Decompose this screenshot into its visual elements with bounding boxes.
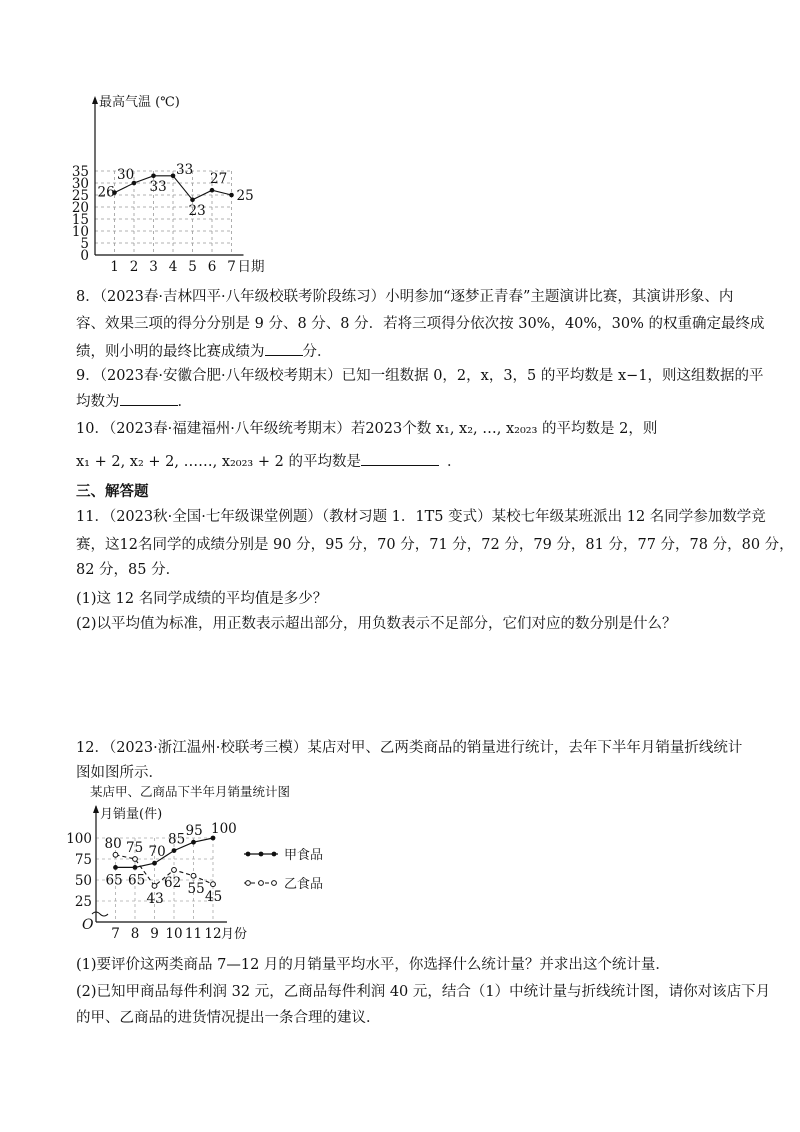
origin-label: O (82, 917, 94, 933)
q12-part1: (1)要评价这两类商品 7—12 月的月销量平均水平，你选择什么统计量？并求出这个统计量． (76, 957, 670, 973)
legend-yi-marker (272, 881, 277, 886)
x-tick-label: 4 (168, 259, 178, 275)
series-yi-label: 43 (146, 890, 164, 907)
y-axis-label: 月销量(件) (100, 807, 163, 822)
legend-yi-label: 乙食品 (284, 877, 324, 892)
series-yi-label: 45 (205, 889, 223, 906)
x-tick-label: 7 (111, 926, 120, 942)
legend-jia-marker (246, 852, 251, 857)
q9-line2 (76, 391, 736, 412)
series-yi-label: 80 (104, 835, 122, 852)
q10-answer-blank[interactable] (361, 451, 439, 466)
q11-line3: 82 分，85 分． (76, 562, 181, 578)
series-yi-label: 55 (187, 880, 205, 897)
q12-part3: 的甲、乙商品的进货情况提出一条合理的建议． (76, 1010, 381, 1026)
chart-title: 某店甲、乙商品下半年月销量统计图 (90, 784, 291, 799)
y-tick-label: 50 (74, 873, 92, 889)
x-tick-label: 2 (129, 259, 139, 275)
y-tick-label: 20 (71, 200, 89, 216)
series-jia-label: 70 (148, 844, 166, 861)
legend-jia-marker (272, 852, 277, 857)
y-tick-label: 35 (71, 164, 89, 180)
y-tick-label: 100 (66, 831, 92, 847)
q8-line3 (76, 341, 736, 362)
series-jia-label: 65 (128, 872, 146, 889)
series-yi-label: 62 (164, 874, 182, 891)
q9-answer-blank[interactable] (120, 391, 178, 406)
q11-part2: (2)以平均值为标准，用正数表示超出部分，用负数表示不足部分，它们对应的数分别是什么？ (76, 616, 677, 632)
x-tick-label: 1 (110, 259, 119, 275)
x-tick-label: 3 (149, 259, 158, 275)
y-tick-label: 30 (71, 176, 89, 192)
x-tick-label: 7 (227, 259, 236, 275)
q10-line2 (76, 451, 736, 472)
data-label: 30 (117, 167, 135, 183)
q8-line2: 容、效果三项的得分分别是 9 分、8 分、8 分．若将三项得分依次按 30%，40%，30% 的权重确定最终成 (76, 316, 765, 332)
series-jia-point (191, 840, 196, 845)
section-heading: 三、解答题 (76, 483, 149, 500)
series-jia-point (172, 848, 177, 853)
legend-jia-marker (259, 852, 264, 857)
legend-yi-marker (246, 881, 251, 886)
sales-line-chart (66, 782, 370, 952)
y-axis-arrow (93, 805, 99, 813)
q12-line1: 12．（2023·浙江温州·校联考三模）某店对甲、乙两类商品的销量进行统计，去年下半年月销量折线统计 (76, 740, 743, 756)
data-point (151, 174, 156, 179)
data-point (190, 198, 195, 203)
q11-line1: 11．（2023秋·全国·七年级课堂例题）（教材习题 1．1T5 变式）某校七年级某班派出 12 名同学参加数学竞 (76, 509, 766, 525)
x-tick-label: 5 (188, 259, 197, 275)
data-label: 33 (149, 178, 167, 195)
series-yi-point (113, 852, 118, 857)
q11-part1: (1)这 12 名同学成绩的平均值是多少？ (76, 591, 328, 607)
q10-line2-text: x₁ + 2, x₂ + 2, ……, x₂₀₂₃ + 2 的平均数是 (76, 454, 361, 470)
series-yi-point (133, 857, 138, 862)
series-yi-point (172, 868, 177, 873)
q8-line3-end: 分． (302, 344, 332, 360)
series-yi-point (211, 882, 216, 887)
y-axis-arrow (92, 96, 98, 104)
x-axis-label: 日期 (237, 259, 265, 275)
data-label: 23 (188, 202, 206, 219)
x-tick-label: 8 (130, 926, 140, 942)
y-tick-label: 5 (80, 236, 89, 252)
x-axis-label: 月份 (221, 927, 248, 942)
x-tick-label: 11 (184, 926, 203, 942)
q8-line3-text: 绩，则小明的最终比赛成绩为 (76, 344, 265, 360)
y-tick-label: 25 (74, 894, 92, 910)
axis-break-mark (92, 912, 108, 916)
q9-line1: 9．（2023春·安徽合肥·八年级校考期末）已知一组数据 0，2，x，3，5 的平均数是 x−1，则这组数据的平 (76, 368, 764, 384)
data-point (171, 174, 176, 179)
q9-line2-text: 均数为 (76, 394, 120, 410)
q12-part2: (2)已知甲商品每件利润 32 元，乙商品每件利润 40 元，结合（1）中统计量与折线统计图，请你对该店下月 (76, 984, 771, 1000)
q10-line2-end: ． (446, 454, 462, 470)
series-yi-label: 75 (126, 840, 144, 856)
data-point (210, 188, 215, 193)
q9-line2-end: ． (177, 394, 192, 410)
series-jia-label: 85 (168, 831, 186, 848)
q8-answer-blank[interactable] (265, 341, 303, 356)
q11-line2: 赛，这12名同学的成绩分别是 90 分，95 分，70 分，71 分，72 分，79 分，81 分，77 分，78 分，80 分， (76, 537, 794, 553)
series-yi-point (152, 883, 157, 888)
series-jia-point (133, 865, 138, 870)
temperature-line-chart (60, 88, 290, 275)
q12-line2: 图如图所示． (76, 765, 163, 781)
y-tick-label: 15 (71, 212, 89, 228)
legend-yi-marker (259, 881, 264, 886)
series-jia-label: 95 (185, 823, 203, 840)
x-tick-label: 9 (150, 926, 159, 942)
legend-jia-label: 甲食品 (284, 848, 324, 863)
x-tick-label: 6 (207, 259, 217, 275)
q10-line1: 10．（2023春·福建福州·八年级统考期末）若2023个数 x₁, x₂, …, x₂₀₂₃ 的平均数是 2，则 (76, 421, 658, 437)
series-jia-label: 65 (105, 872, 123, 889)
series-jia-point (113, 865, 118, 870)
series-jia-label: 100 (211, 821, 237, 837)
data-label: 27 (210, 171, 228, 188)
y-tick-label: 75 (74, 852, 92, 868)
data-label: 25 (236, 188, 254, 204)
series-yi-point (191, 873, 196, 878)
y-tick-label: 0 (80, 248, 89, 264)
q8-line1: 8．（2023春·吉林四平·八年级校联考阶段练习）小明参加“逐梦正青春”主题演讲比赛，其演讲形象、内 (76, 289, 734, 305)
x-tick-label: 10 (165, 926, 183, 942)
data-point (229, 193, 234, 198)
y-tick-label: 25 (71, 188, 89, 204)
data-label: 26 (97, 184, 115, 201)
y-axis-label: 最高气温 (℃) (99, 95, 180, 110)
y-tick-label: 10 (71, 224, 89, 240)
x-tick-label: 12 (204, 926, 222, 942)
series-jia-point (152, 861, 157, 866)
data-label: 33 (176, 161, 194, 178)
